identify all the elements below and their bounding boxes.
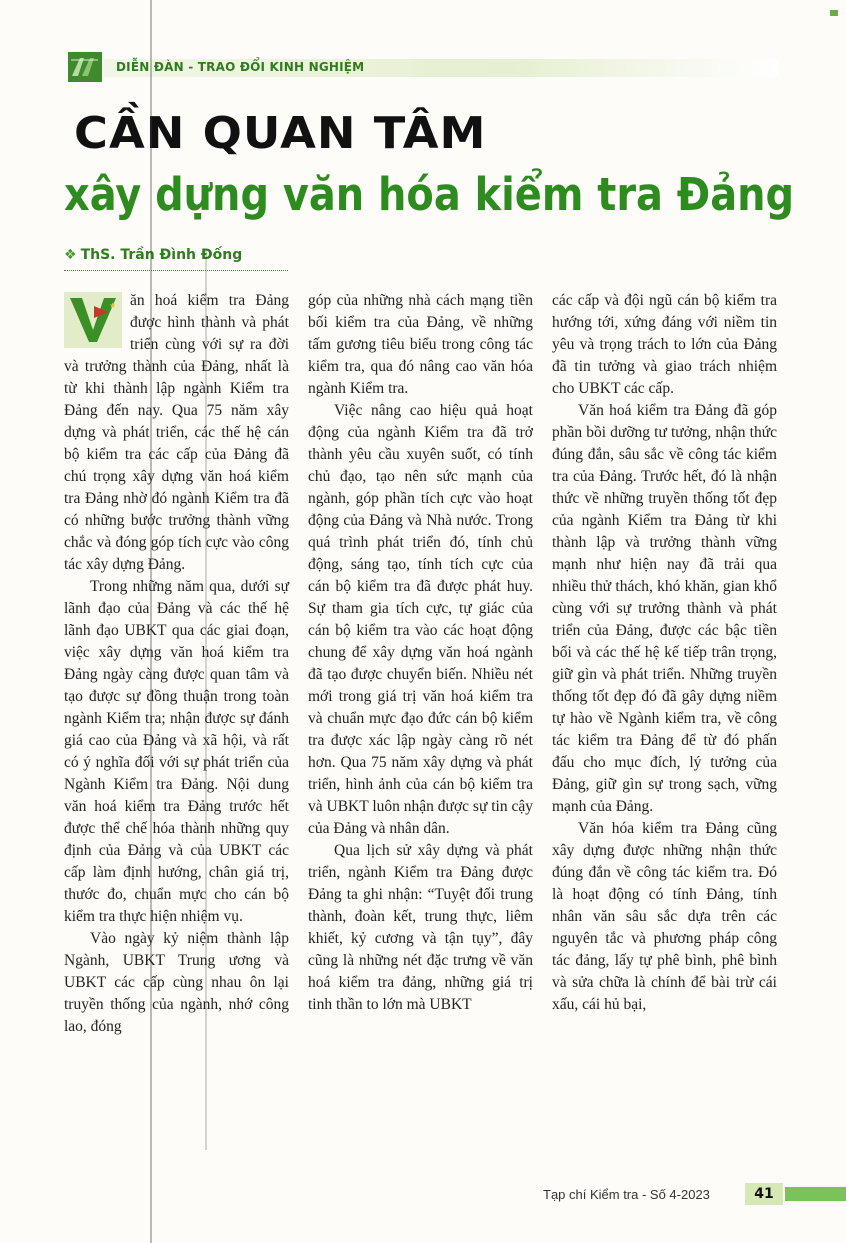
paragraph: Văn hóa kiểm tra Đảng cũng xây dựng được những nhận thức đúng đắn về công tác kiểm tra. Đó là hoạt động có tính Đảng, tính nhân văn sâu sắc dựa trên các nguyên tắc và phương pháp công tác đảng, lấy tự phê bình, phê bình và sửa chữa là chính để bài trừ cái xấu, cái hủ bại, xyxy=(552,820,777,1013)
corner-mark xyxy=(830,10,838,16)
paragraph: góp của những nhà cách mạng tiền bối kiểm tra của Đảng, về những tấm gương tiêu biểu trong công tác kiểm tra, qua đó nâng cao văn hóa ngành Kiểm tra. xyxy=(308,292,533,397)
text-column-3 xyxy=(552,290,777,1016)
diamond-bullet-icon: ❖ xyxy=(64,247,77,263)
footer-accent-bar xyxy=(785,1187,846,1201)
author-name: ThS. Trần Đình Đống xyxy=(80,247,243,263)
paragraph: Qua lịch sử xây dựng và phát triển, ngành Kiểm tra Đảng được Đảng ta ghi nhận: “Tuyệt đối trung thành, đoàn kết, trung thực, liêm khiết, kỷ cương và tận tụy”, đây cũng là những nét đặc trưng về văn hoá kiểm tra đảng, những giá trị tinh thần to lớn mà UBKT xyxy=(308,842,533,1013)
section-header xyxy=(68,52,778,82)
paragraph: Văn hoá kiểm tra Đảng đã góp phần bồi dưỡng tư tưởng, nhận thức đúng đắn, sâu sắc về công tác kiểm tra của Đảng. Trước hết, đó là nhận thức về những truyền thống tốt đẹp của ngành Kiểm tra Đảng từ khi thành lập và trưởng thành vững mạnh như hiện nay đã trải qua nhiều thử thách, khó khăn, gian khổ cùng với sự trưởng thành và phát triển của Đảng, được các bậc tiền bối và các thế hệ kế tiếp trân trọng, giữ gìn và phát triển. Những truyền thống tốt đẹp đó đã gây dựng niềm tự hào về Ngành kiểm tra, về công tác kiểm tra Đảng để từ đó phấn đấu cho mục đích, lý tưởng của Đảng, giữ gìn sự trong sạch, vững mạnh của Đảng. xyxy=(552,402,777,815)
page-crease xyxy=(205,250,207,1150)
paragraph: Vào ngày kỷ niệm thành lập Ngành, UBKT Trung ương và UBKT các cấp cùng nhau ôn lại truyền thống của ngành, nhớ công lao, đóng xyxy=(64,930,289,1035)
paragraph: các cấp và đội ngũ cán bộ kiểm tra hướng tới, xứng đáng với niềm tin yêu và trọng trách to lớn của Đảng đã tin tưởng và giao trách nhiệm cho UBKT các cấp. xyxy=(552,292,777,397)
page-number: 41 xyxy=(745,1183,783,1205)
paragraph: ★ ăn hoá kiểm tra Đảng được hình thành và phát triển cùng với sự ra đời và trưởng thành của Đảng, nhất là từ khi thành lập ngành Kiểm tra Đảng đến nay. Qua 75 năm xây dựng và phát triển, các thế hệ cán bộ kiểm tra các cấp của Đảng đã chú trọng xây dựng văn hoá kiểm tra Đảng nhờ đó ngành Kiểm tra đã có những bước trưởng thành vững chắc và đóng góp tích cực vào công tác xây dựng Đảng. xyxy=(64,292,289,573)
paragraph: Trong những năm qua, dưới sự lãnh đạo của Đảng và các thế hệ lãnh đạo UBKT qua các giai đoạn, việc xây dựng văn hoá kiểm tra Đảng ngày càng được quan tâm và tạo được sự đồng thuận trong toàn ngành Kiểm tra; nhận được sự đánh giá cao của Đảng và xã hội, và rất có ý nghĩa đối với sự phát triển của Ngành Kiểm tra Đảng. Nội dung văn hoá kiểm tra Đảng trước hết được thể chế hóa thành những quy định của Đảng và của UBKT các cấp làm định hướng, chân giá trị, thước đo, chuẩn mực cho cán bộ kiểm tra thực hiện nhiệm vụ. xyxy=(64,578,289,925)
svg-text:★: ★ xyxy=(109,301,117,310)
section-label: DIỄN ĐÀN - TRAO ĐỔI KINH NGHIỆM xyxy=(116,60,365,74)
page-crease xyxy=(150,0,152,1243)
paragraph: Việc nâng cao hiệu quả hoạt động của ngành Kiểm tra đã trở thành yêu cầu xuyên suốt, có tính chủ đạo, tạo nên sức mạnh của ngành, góp phần tích cực vào hoạt động của Đảng và Nhà nước. Trong quá trình phát triển đó, tính chủ động, sáng tạo, tính tích cực của cán bộ kiểm tra đã được phát huy. Sự tham gia tích cực, tự giác của cán bộ kiểm tra vào các hoạt động chung để xây dựng văn hoá ngành đã tạo được chuyển biến. Nhiều nét mới trong giá trị văn hoá kiểm tra và chuẩn mực đạo đức cán bộ kiểm tra được xác lập ngày càng rõ nét hơn. Qua 75 năm xây dựng và phát triển, hình ảnh của cán bộ kiểm tra và UBKT luôn nhận được sự tin cậy của Đảng và nhân dân. xyxy=(308,402,533,837)
article-title-line2: xây dựng văn hóa kiểm tra Đảng xyxy=(64,168,795,221)
journal-name: Tạp chí Kiểm tra - Số 4-2023 xyxy=(543,1187,710,1202)
article-title-line1: CẦN QUAN TÂM xyxy=(74,108,487,159)
page-footer xyxy=(533,1183,846,1205)
text-column-1 xyxy=(64,290,289,1038)
section-logo-icon xyxy=(68,52,102,82)
dropcap-v-icon xyxy=(64,292,122,348)
author-byline xyxy=(64,247,242,263)
author-divider xyxy=(64,270,288,271)
text-column-2 xyxy=(308,290,533,1016)
